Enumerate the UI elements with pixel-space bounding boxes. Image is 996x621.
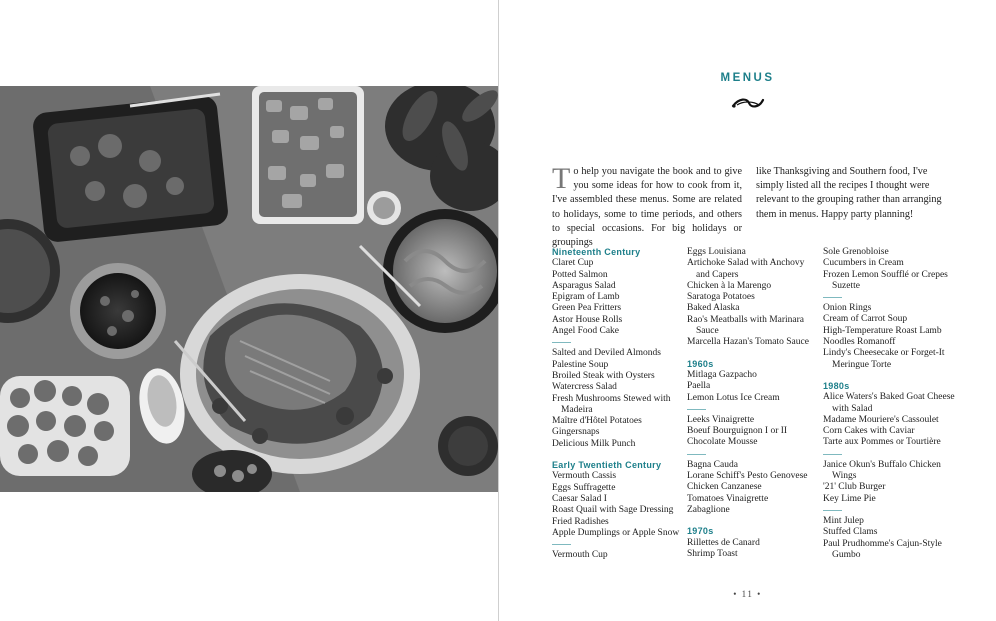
menu-separator xyxy=(552,544,571,545)
menu-group xyxy=(552,471,682,539)
menu-item: Paella xyxy=(687,381,711,392)
menu-item: Tomatoes Vinaigrette xyxy=(687,493,769,504)
menu-item: Asparagus Salad xyxy=(552,280,616,291)
menu-group xyxy=(823,392,963,448)
menu-item: Marcella Hazan's Tomato Sauce xyxy=(687,337,809,348)
section-heading: Early Twentieth Century xyxy=(552,460,662,471)
menu-column-c xyxy=(823,247,963,561)
intro-column-1 xyxy=(552,162,742,250)
menu-item: Baked Alaska xyxy=(687,303,740,314)
menu-item: Roast Quail with Sage Dressing xyxy=(552,505,674,516)
menu-item: Janice Okun's Buffalo Chicken Wings xyxy=(823,459,941,482)
photo-illustration xyxy=(0,86,498,492)
menu-item: Madame Mouriere's Cassoulet xyxy=(823,414,939,425)
menu-item: Alice Waters's Baked Goat Cheese with Salad xyxy=(823,392,955,414)
menu-item: Lindy's Cheesecake or Forget-It Meringue Torte xyxy=(823,348,945,370)
menu-item: Corn Cakes with Caviar xyxy=(823,426,915,437)
menu-item: Eggs Suffragette xyxy=(552,482,616,493)
menu-item: Chicken Canzanese xyxy=(687,482,762,493)
menu-item: Gingersnaps xyxy=(552,427,600,438)
menu-item: Maître d'Hôtel Potatoes xyxy=(552,416,642,427)
menu-item: Potted Salmon xyxy=(552,269,608,280)
menu-group xyxy=(687,415,819,449)
menu-item: Cucumbers in Cream xyxy=(823,258,904,269)
menu-group xyxy=(687,370,819,404)
menu-group xyxy=(823,303,963,371)
menu-item: Lemon Lotus Ice Cream xyxy=(687,392,780,403)
menu-item: Saratoga Potatoes xyxy=(687,292,755,303)
menu-item: Frozen Lemon Soufflé or Crepes Suzette xyxy=(823,269,948,291)
menu-item: Artichoke Salad with Anchovy and Capers xyxy=(687,258,805,280)
menu-item: High-Temperature Roast Lamb xyxy=(823,325,942,336)
menu-item: Astor House Rolls xyxy=(552,314,623,325)
menu-separator xyxy=(687,454,706,455)
page-number xyxy=(499,589,996,599)
menu-separator xyxy=(552,342,571,343)
section-heading: 1970s xyxy=(687,526,714,537)
menu-item: Key Lime Pie xyxy=(823,493,876,504)
menu-group xyxy=(552,348,682,450)
right-page xyxy=(499,0,996,621)
menu-item: Salted and Deviled Almonds xyxy=(552,348,661,359)
feast-photo xyxy=(0,86,498,492)
section-heading: 1960s xyxy=(687,358,714,369)
menu-item: Paul Prudhomme's Cajun-Style Gumbo xyxy=(823,538,942,560)
menu-item: Shrimp Toast xyxy=(687,548,738,559)
flourish-ornament xyxy=(731,96,765,110)
folio-bullet-right: • xyxy=(757,589,762,599)
menu-group xyxy=(552,258,682,337)
menu-group xyxy=(823,460,963,505)
section-heading: 1980s xyxy=(823,380,850,391)
menu-item: Delicious Milk Punch xyxy=(552,438,636,449)
menu-item: Leeks Vinaigrette xyxy=(687,414,755,425)
menu-item: Lorane Schiff's Pesto Genovese xyxy=(687,471,808,482)
page-number-value: 11 xyxy=(741,589,754,599)
menu-column-b xyxy=(687,247,819,560)
menu-item: Broiled Steak with Oysters xyxy=(552,370,655,381)
menu-item: Fresh Mushrooms Stewed with Madeira xyxy=(552,393,671,415)
page-title: MENUS xyxy=(720,72,775,84)
menu-item: '21' Club Burger xyxy=(823,482,886,493)
menu-item: Boeuf Bourguignon I or II xyxy=(687,426,788,437)
intro-column-2: like Thanksgiving and Southern food, I've simply listed all the recipes I thought were relevant to the grouping rather than arranging them in menus. Happy party planning! xyxy=(756,166,942,220)
section-heading: Nineteenth Century xyxy=(552,247,641,257)
menu-item: Watercress Salad xyxy=(552,382,617,393)
dropcap: T xyxy=(552,162,571,195)
menu-item: Angel Food Cake xyxy=(552,326,620,337)
menu-group xyxy=(552,550,682,561)
menu-item: Epigram of Lamb xyxy=(552,292,620,303)
menu-item: Mint Julep xyxy=(823,515,864,526)
menu-item: Noodles Romanoff xyxy=(823,337,896,348)
menu-group xyxy=(687,247,819,349)
menu-separator xyxy=(823,454,842,455)
menu-group xyxy=(823,516,963,561)
menu-item: Green Pea Fritters xyxy=(552,303,622,314)
menu-item: Zabaglione xyxy=(687,504,730,515)
folio-bullet-left: • xyxy=(733,589,738,599)
menu-group xyxy=(687,460,819,516)
menu-item: Sole Grenobloise xyxy=(823,247,889,257)
menu-item: Palestine Soup xyxy=(552,359,609,370)
intro-text-1: o help you navigate the book and to give you some ideas for how to cook from it, I've assembled these menus. Some are related to holidays, some to time periods, and others to special occasions. For big holidays or groupings xyxy=(552,166,742,249)
menu-item: Stuffed Clams xyxy=(823,527,878,538)
menu-item: Tarte aux Pommes or Tourtière xyxy=(823,437,941,448)
menu-group xyxy=(687,538,819,561)
menu-item: Vermouth Cassis xyxy=(552,471,617,482)
menu-item: Onion Rings xyxy=(823,303,872,314)
menu-group xyxy=(823,247,963,292)
menu-separator xyxy=(823,510,842,511)
menu-item: Fried Radishes xyxy=(552,516,609,527)
menu-item: Rillettes de Canard xyxy=(687,537,760,548)
menu-separator xyxy=(823,297,842,298)
menu-column-a xyxy=(552,247,682,561)
menu-item: Apple Dumplings or Apple Snow xyxy=(552,527,680,538)
menu-item: Chicken à la Marengo xyxy=(687,280,772,291)
menu-item: Bagna Cauda xyxy=(687,459,738,470)
menu-item: Caesar Salad I xyxy=(552,493,607,504)
menu-item: Chocolate Mousse xyxy=(687,437,758,448)
menu-item: Claret Cup xyxy=(552,258,594,269)
menu-separator xyxy=(687,409,706,410)
menu-item: Cream of Carrot Soup xyxy=(823,314,908,325)
menu-item: Rao's Meatballs with Marinara Sauce xyxy=(687,314,805,337)
menu-item: Eggs Louisiana xyxy=(687,247,746,257)
menu-item: Vermouth Cup xyxy=(552,550,608,561)
menu-item: Mitlaga Gazpacho xyxy=(687,369,757,380)
